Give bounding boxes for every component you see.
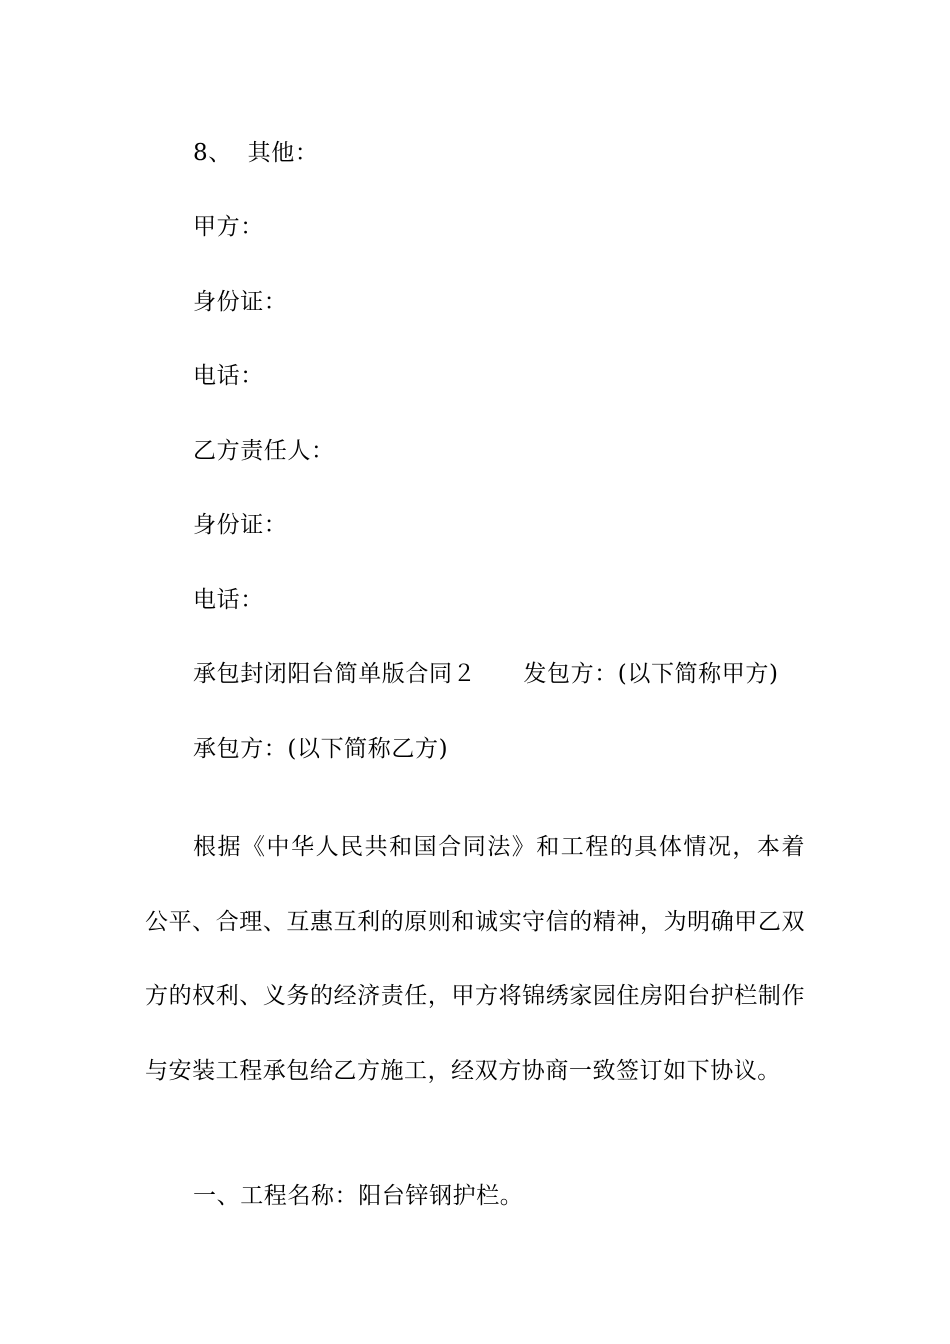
clause-8-heading: 8、 其他： (193, 140, 319, 166)
contractor-line: 承包方：(以下简称乙方) (193, 736, 449, 762)
section-one-heading: 一、工程名称：阳台锌钢护栏。 (193, 1183, 524, 1209)
party-b-id-label: 身份证： (193, 512, 288, 538)
party-b-phone-label: 电话： (193, 587, 264, 613)
party-a-label: 甲方： (193, 214, 264, 240)
party-a-phone-label: 电话： (193, 363, 264, 389)
contract-title-line: 承包封闭阳台简单版合同２ 发包方：(以下简称甲方) (193, 661, 779, 687)
preamble-paragraph: 根据《中华人民共和国合同法》和工程的具体情况，本着公平、合理、互惠互利的原则和诚实守信的精神，为明确甲乙双方的权利、义务的经济责任，甲方将锦绣家园住房阳台护栏制作与安装工程承包给乙方施工，经双方协商一致签订如下协议。 (145, 834, 805, 1084)
party-b-representative-label: 乙方责任人： (193, 438, 335, 464)
party-a-id-label: 身份证： (193, 289, 288, 315)
